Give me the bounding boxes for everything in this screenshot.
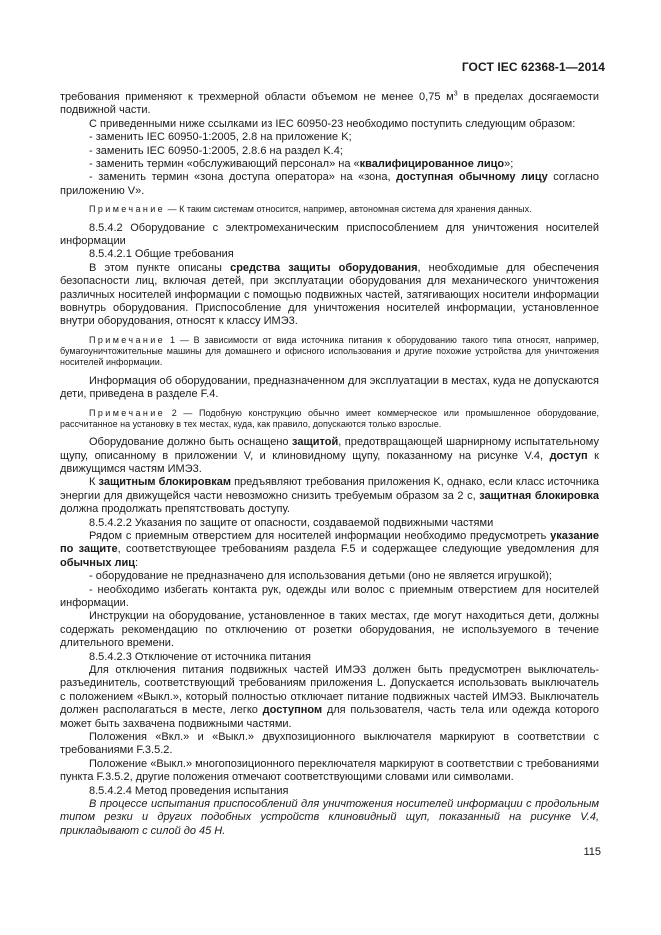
paragraph — [60, 476, 599, 516]
list-item: - оборудование не предназначено для использования детьми (оно не является игрушкой); — [89, 570, 552, 583]
defined-term: доступ — [549, 449, 588, 462]
list-item — [60, 171, 599, 198]
paragraph: Положение «Выкл.» многопозиционного переключателя маркируют в соответствии с требованиями пункта F.3.5.2, другие положения отмечают соответствующими словами или символами. — [60, 757, 599, 784]
text: требования применяют к трехмерной области объемом не менее 0,75 м — [60, 91, 454, 103]
text: , предотвращающей шарнирному испытательному щупу, описанному в приложении V, и клиновидному щупу, показанному на рисунке V.4, — [60, 436, 599, 462]
paragraph — [60, 436, 599, 476]
defined-term: квалифицированное лицо — [359, 158, 505, 171]
text: должна продолжать препятствовать доступу. — [60, 503, 290, 516]
document-header: ГОСТ IEC 62368-1—2014 — [461, 60, 605, 74]
list-item: - заменить IEC 60950-1:2005, 2.8 на приложение K; — [89, 131, 352, 144]
list-item — [60, 158, 599, 171]
defined-term: защитой — [292, 436, 339, 449]
list-item: - необходимо избегать контакта рук, одежды или волос с приемным отверстием для носителей информации. — [60, 583, 599, 609]
text: »; — [504, 158, 514, 171]
paragraph: Положения «Вкл.» и «Выкл.» двухпозиционного выключателя маркируют в соответствии с требованиями F.3.5.2. — [60, 731, 599, 757]
note-label: Примечание — [89, 407, 166, 418]
text: К — [89, 476, 99, 489]
superscript: 3 — [453, 90, 458, 98]
document-body — [60, 91, 599, 838]
section-heading: 8.5.4.2.2 Указания по защите от опасности, создаваемой подвижными частями — [89, 516, 494, 529]
text: Для отключения питания подвижных частей ИМЭ3 должен быть предусмотрен выключатель-разъединитель, соответствующий требованиям приложения L. Допускается использовать выключатель с положением «Выкл.», который полностью отключает питание подвижных частей ИМЭ3. Выключатель должен располагаться в месте, легко — [60, 664, 599, 717]
text: Оборудование должно быть оснащено — [89, 436, 293, 449]
defined-term: защитным блокировкам — [98, 476, 231, 489]
text: согласно приложению V». — [60, 171, 599, 197]
paragraph — [60, 91, 599, 118]
test-method-paragraph: В процессе испытания приспособлений для уничтожения носителей информации с продольным типом резки и других подобных устройств клиновидный щуп, показанный на рисунке V.4, прикладывают с силой до 45 Н. — [60, 798, 599, 837]
section-heading: 8.5.4.2.4 Метод проведения испытания — [89, 784, 289, 797]
note-label: Примечание — [89, 204, 166, 215]
note — [60, 204, 599, 215]
section-heading: 8.5.4.2 Оборудование с электромеханическим приспособлением для уничтожения носителей информации — [60, 221, 599, 247]
defined-term: доступном — [262, 704, 323, 717]
note — [60, 335, 599, 369]
defined-term: защитная блокировка — [479, 489, 600, 502]
paragraph: Информация об оборудовании, предназначенном для эксплуатации в местах, куда не допускаются дети, приведена в разделе F.4. — [60, 374, 599, 401]
section-heading: 8.5.4.2.3 Отключение от источника питания — [89, 650, 311, 663]
text: : — [135, 556, 139, 569]
paragraph — [60, 664, 599, 731]
note — [60, 408, 599, 431]
text: - заменить термин «зона доступа оператора» на «зона, — [89, 171, 397, 184]
defined-term: обычных лиц — [60, 556, 136, 569]
note-label: Примечание — [89, 334, 166, 345]
text: в пределах досягаемости подвижной части. — [60, 91, 599, 117]
text: , соответствующее требованиям раздела F.5 и содержащее следующие уведомления для — [117, 543, 599, 556]
text: к движущимся частям ИМЭ3. — [60, 449, 599, 475]
paragraph — [60, 262, 599, 329]
text: В этом пункте описаны — [89, 261, 231, 274]
list-item: - заменить IEC 60950-1:2005, 2.8.6 на раздел K.4; — [89, 144, 343, 157]
note-text: — К таким системам относится, например, автономная система для хранения данных. — [165, 204, 532, 215]
text: , необходимые для обеспечения безопасности лиц, включая детей, при эксплуатации оборудования для механического уничтожения различных носителей информации с помощью подвижных частей, затягивающих носители информации вовнутрь оборудования. Приспособление для уничтожения носителей информации, установленное внутри оборудования, относят к классу ИМЭ3. — [60, 261, 599, 328]
section-heading: 8.5.4.2.1 Общие требования — [89, 248, 234, 261]
text: предъявляют требования приложения K, однако, если класс источника энергии для движущейся части невозможно снизить требуемым образом за 2 с, — [60, 476, 599, 502]
note-text: 2 — Подобную конструкцию обычно имеет коммерческое или промышленное оборудование, рассчитанное на установку в тех местах, куда, как правило, допускаются только взрослые. — [60, 407, 599, 429]
note-text: 1 — В зависимости от вида источника питания к оборудованию такого типа относят, например, бумагоуничтожительные машины для домашнего и офисного использования и другие похожие устройства для уничтожения носителей информации. — [60, 334, 599, 368]
text: для пользователя, часть тела или одежда которого может быть захвачена подвижными частями. — [60, 704, 599, 730]
paragraph: С приведенными ниже ссылками из IEC 60950-23 необходимо поступить следующим образом: — [89, 117, 576, 130]
paragraph — [60, 530, 599, 570]
defined-term: средства защиты оборудования — [230, 261, 418, 274]
text: - заменить термин «обслуживающий персонал» на « — [89, 158, 360, 171]
defined-term: указание по защите — [60, 529, 599, 556]
text: Рядом с приемным отверстием для носителей информации необходимо предусмотреть — [89, 529, 551, 542]
page-number: 115 — [583, 846, 601, 858]
defined-term: доступная обычному лицу — [396, 171, 548, 184]
paragraph: Инструкции на оборудование, установленное в таких местах, где могут находиться дети, должны содержать рекомендацию по отключению от розетки оборудования, не используемого в течение длительного времени. — [60, 610, 599, 650]
